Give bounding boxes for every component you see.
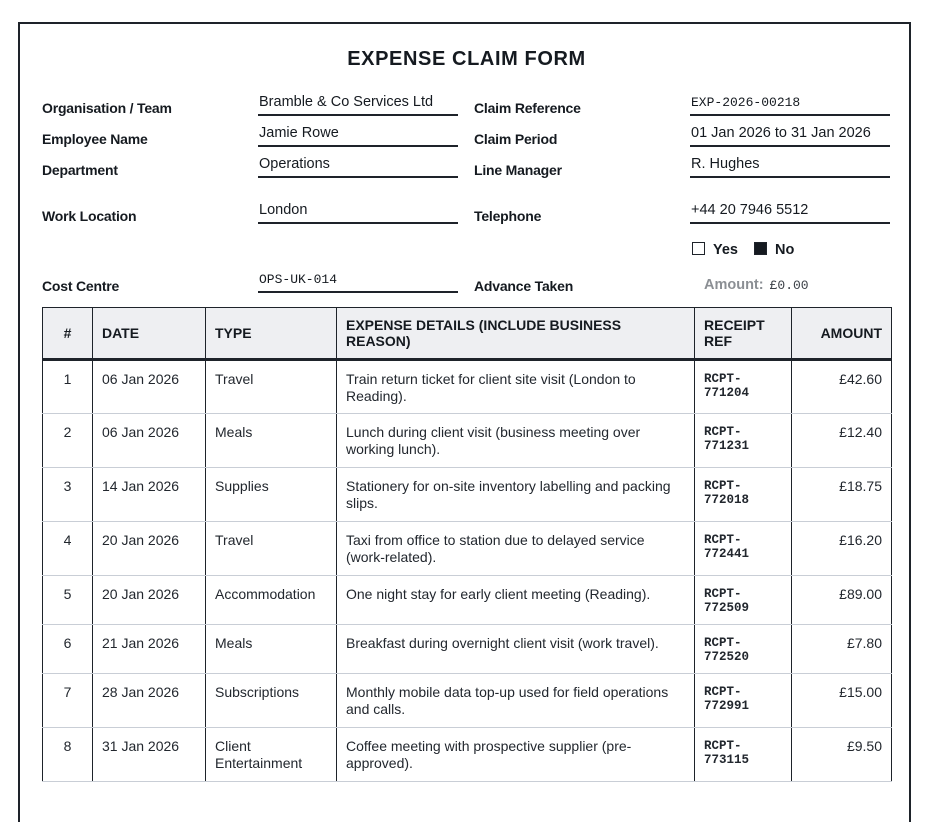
row-amount: £7.80: [792, 625, 892, 674]
row-type: Meals: [206, 414, 337, 468]
row-date: 31 Jan 2026: [93, 728, 206, 782]
table-row[interactable]: [43, 360, 892, 414]
row-date: 21 Jan 2026: [93, 625, 206, 674]
row-details: Monthly mobile data top-up used for field operations and calls.: [337, 674, 695, 728]
table-row[interactable]: [43, 674, 892, 728]
col-header-num: #: [43, 308, 93, 360]
row-type: Subscriptions: [206, 674, 337, 728]
claim-reference-field[interactable]: EXP-2026-00218: [690, 94, 890, 116]
col-header-type: TYPE: [206, 308, 337, 360]
row-date: 20 Jan 2026: [93, 522, 206, 576]
row-num: 3: [43, 468, 93, 522]
advance-amount-label: Amount:: [704, 277, 764, 293]
row-details: Train return ticket for client site visit (London to Reading).: [337, 360, 695, 414]
table-row[interactable]: [43, 728, 892, 782]
row-details: Lunch during client visit (business meeting over working lunch).: [337, 414, 695, 468]
row-receipt: RCPT-772441: [695, 522, 792, 576]
row-type: Client Entertainment: [206, 728, 337, 782]
row-num: 2: [43, 414, 93, 468]
department-field[interactable]: Operations: [258, 156, 458, 178]
advance-amount-value[interactable]: £0.00: [769, 278, 809, 293]
advance-taken-label: Advance Taken: [474, 278, 574, 294]
row-receipt: RCPT-772520: [695, 625, 792, 674]
row-date: 06 Jan 2026: [93, 360, 206, 414]
col-header-date: DATE: [93, 308, 206, 360]
row-receipt: RCPT-772018: [695, 468, 792, 522]
table-header-row: [43, 308, 892, 360]
row-amount: £12.40: [792, 414, 892, 468]
row-receipt: RCPT-771204: [695, 360, 792, 414]
row-num: 4: [43, 522, 93, 576]
row-amount: £16.20: [792, 522, 892, 576]
form-title: EXPENSE CLAIM FORM: [347, 48, 586, 70]
col-header-details: EXPENSE DETAILS (INCLUDE BUSINESS REASON): [337, 308, 695, 360]
organisation-label: Organisation / Team: [42, 100, 172, 116]
row-amount: £15.00: [792, 674, 892, 728]
advance-amount: [704, 277, 809, 293]
advance-taken-options: [692, 242, 806, 258]
table-row[interactable]: [43, 522, 892, 576]
work-location-label: Work Location: [42, 208, 137, 224]
row-date: 28 Jan 2026: [93, 674, 206, 728]
col-header-receipt: RECEIPT REF: [695, 308, 792, 360]
row-num: 6: [43, 625, 93, 674]
expense-claim-sheet: [18, 22, 911, 822]
row-type: Accommodation: [206, 576, 337, 625]
table-row[interactable]: [43, 468, 892, 522]
row-amount: £89.00: [792, 576, 892, 625]
table-row[interactable]: [43, 576, 892, 625]
row-num: 8: [43, 728, 93, 782]
row-type: Travel: [206, 522, 337, 576]
yes-label: Yes: [713, 242, 738, 258]
row-amount: £42.60: [792, 360, 892, 414]
cost-centre-field[interactable]: OPS-UK-014: [258, 271, 458, 293]
row-amount: £18.75: [792, 468, 892, 522]
row-details: Stationery for on-site inventory labelling and packing slips.: [337, 468, 695, 522]
row-amount: £9.50: [792, 728, 892, 782]
row-date: 06 Jan 2026: [93, 414, 206, 468]
claim-period-label: Claim Period: [474, 131, 558, 147]
employee-name-label: Employee Name: [42, 131, 148, 147]
row-details: One night stay for early client meeting (Reading).: [337, 576, 695, 625]
row-num: 1: [43, 360, 93, 414]
line-manager-label: Line Manager: [474, 162, 562, 178]
no-checkbox-checked[interactable]: [754, 242, 767, 255]
row-details: Taxi from office to station due to delayed service (work-related).: [337, 522, 695, 576]
expense-table: [42, 307, 892, 782]
row-num: 7: [43, 674, 93, 728]
row-type: Travel: [206, 360, 337, 414]
telephone-label: Telephone: [474, 208, 542, 224]
line-manager-field[interactable]: R. Hughes: [690, 156, 890, 178]
row-type: Supplies: [206, 468, 337, 522]
row-date: 14 Jan 2026: [93, 468, 206, 522]
row-receipt: RCPT-773115: [695, 728, 792, 782]
advance-yes-option[interactable]: [692, 242, 738, 258]
claim-period-field[interactable]: 01 Jan 2026 to 31 Jan 2026: [690, 125, 890, 147]
yes-checkbox[interactable]: [692, 242, 705, 255]
row-receipt: RCPT-772991: [695, 674, 792, 728]
work-location-field[interactable]: London: [258, 202, 458, 224]
row-details: Coffee meeting with prospective supplier (pre-approved).: [337, 728, 695, 782]
row-receipt: RCPT-771231: [695, 414, 792, 468]
row-num: 5: [43, 576, 93, 625]
cost-centre-label: Cost Centre: [42, 278, 120, 294]
col-header-amount: AMOUNT: [792, 308, 892, 360]
table-row[interactable]: [43, 414, 892, 468]
no-label: No: [775, 242, 795, 258]
table-row[interactable]: [43, 625, 892, 674]
advance-no-option[interactable]: [754, 242, 794, 258]
row-receipt: RCPT-772509: [695, 576, 792, 625]
claim-reference-label: Claim Reference: [474, 100, 581, 116]
telephone-field[interactable]: +44 20 7946 5512: [690, 202, 890, 224]
organisation-field[interactable]: Bramble & Co Services Ltd: [258, 94, 458, 116]
employee-name-field[interactable]: Jamie Rowe: [258, 125, 458, 147]
row-details: Breakfast during overnight client visit (work travel).: [337, 625, 695, 674]
department-label: Department: [42, 162, 118, 178]
row-type: Meals: [206, 625, 337, 674]
row-date: 20 Jan 2026: [93, 576, 206, 625]
